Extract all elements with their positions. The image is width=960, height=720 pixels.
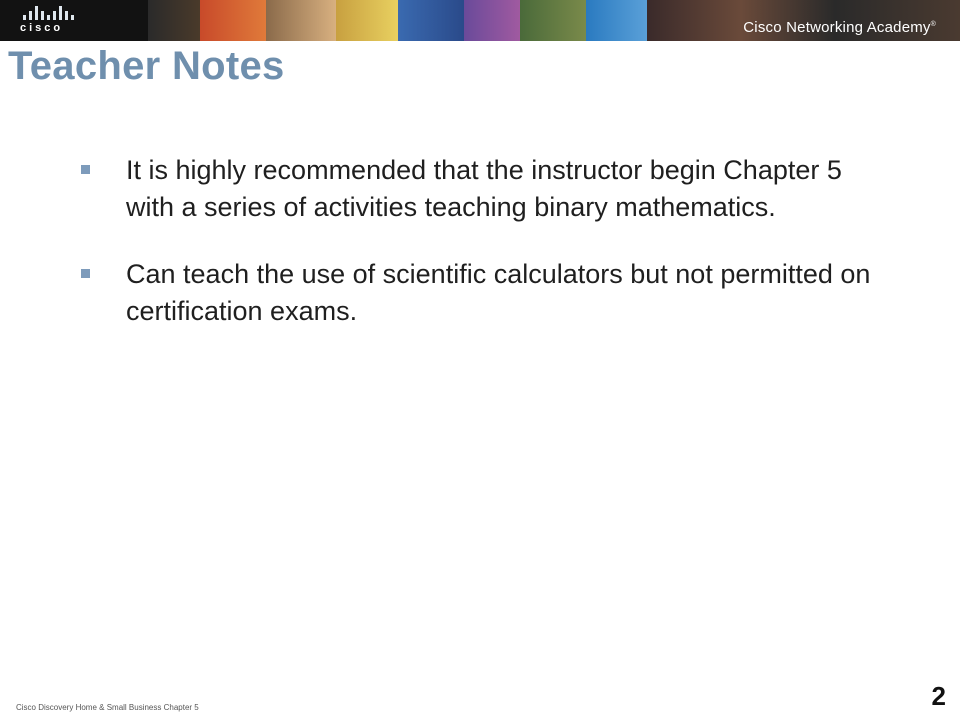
slide-title: Teacher Notes [8, 44, 285, 88]
cisco-wordmark: cisco [20, 22, 64, 34]
cisco-logo [14, 5, 94, 37]
bullet-square-icon [81, 165, 90, 174]
footer-course-label: Cisco Discovery Home & Small Business Chapter 5 [16, 703, 199, 712]
bullet-list [76, 152, 876, 360]
bullet-text: Can teach the use of scientific calculators but not permitted on certification exams. [126, 259, 871, 326]
academy-name: Cisco Networking Academy® [743, 19, 936, 36]
bullet-item [76, 152, 876, 226]
page-number: 2 [931, 681, 946, 711]
header-banner [0, 0, 960, 41]
trademark-symbol: ® [930, 21, 936, 28]
bullet-square-icon [81, 269, 90, 278]
bullet-item [76, 256, 876, 330]
bullet-text: It is highly recommended that the instructor begin Chapter 5 with a series of activities teaching binary mathematics. [126, 155, 842, 222]
cisco-bridge-icon [23, 5, 94, 20]
